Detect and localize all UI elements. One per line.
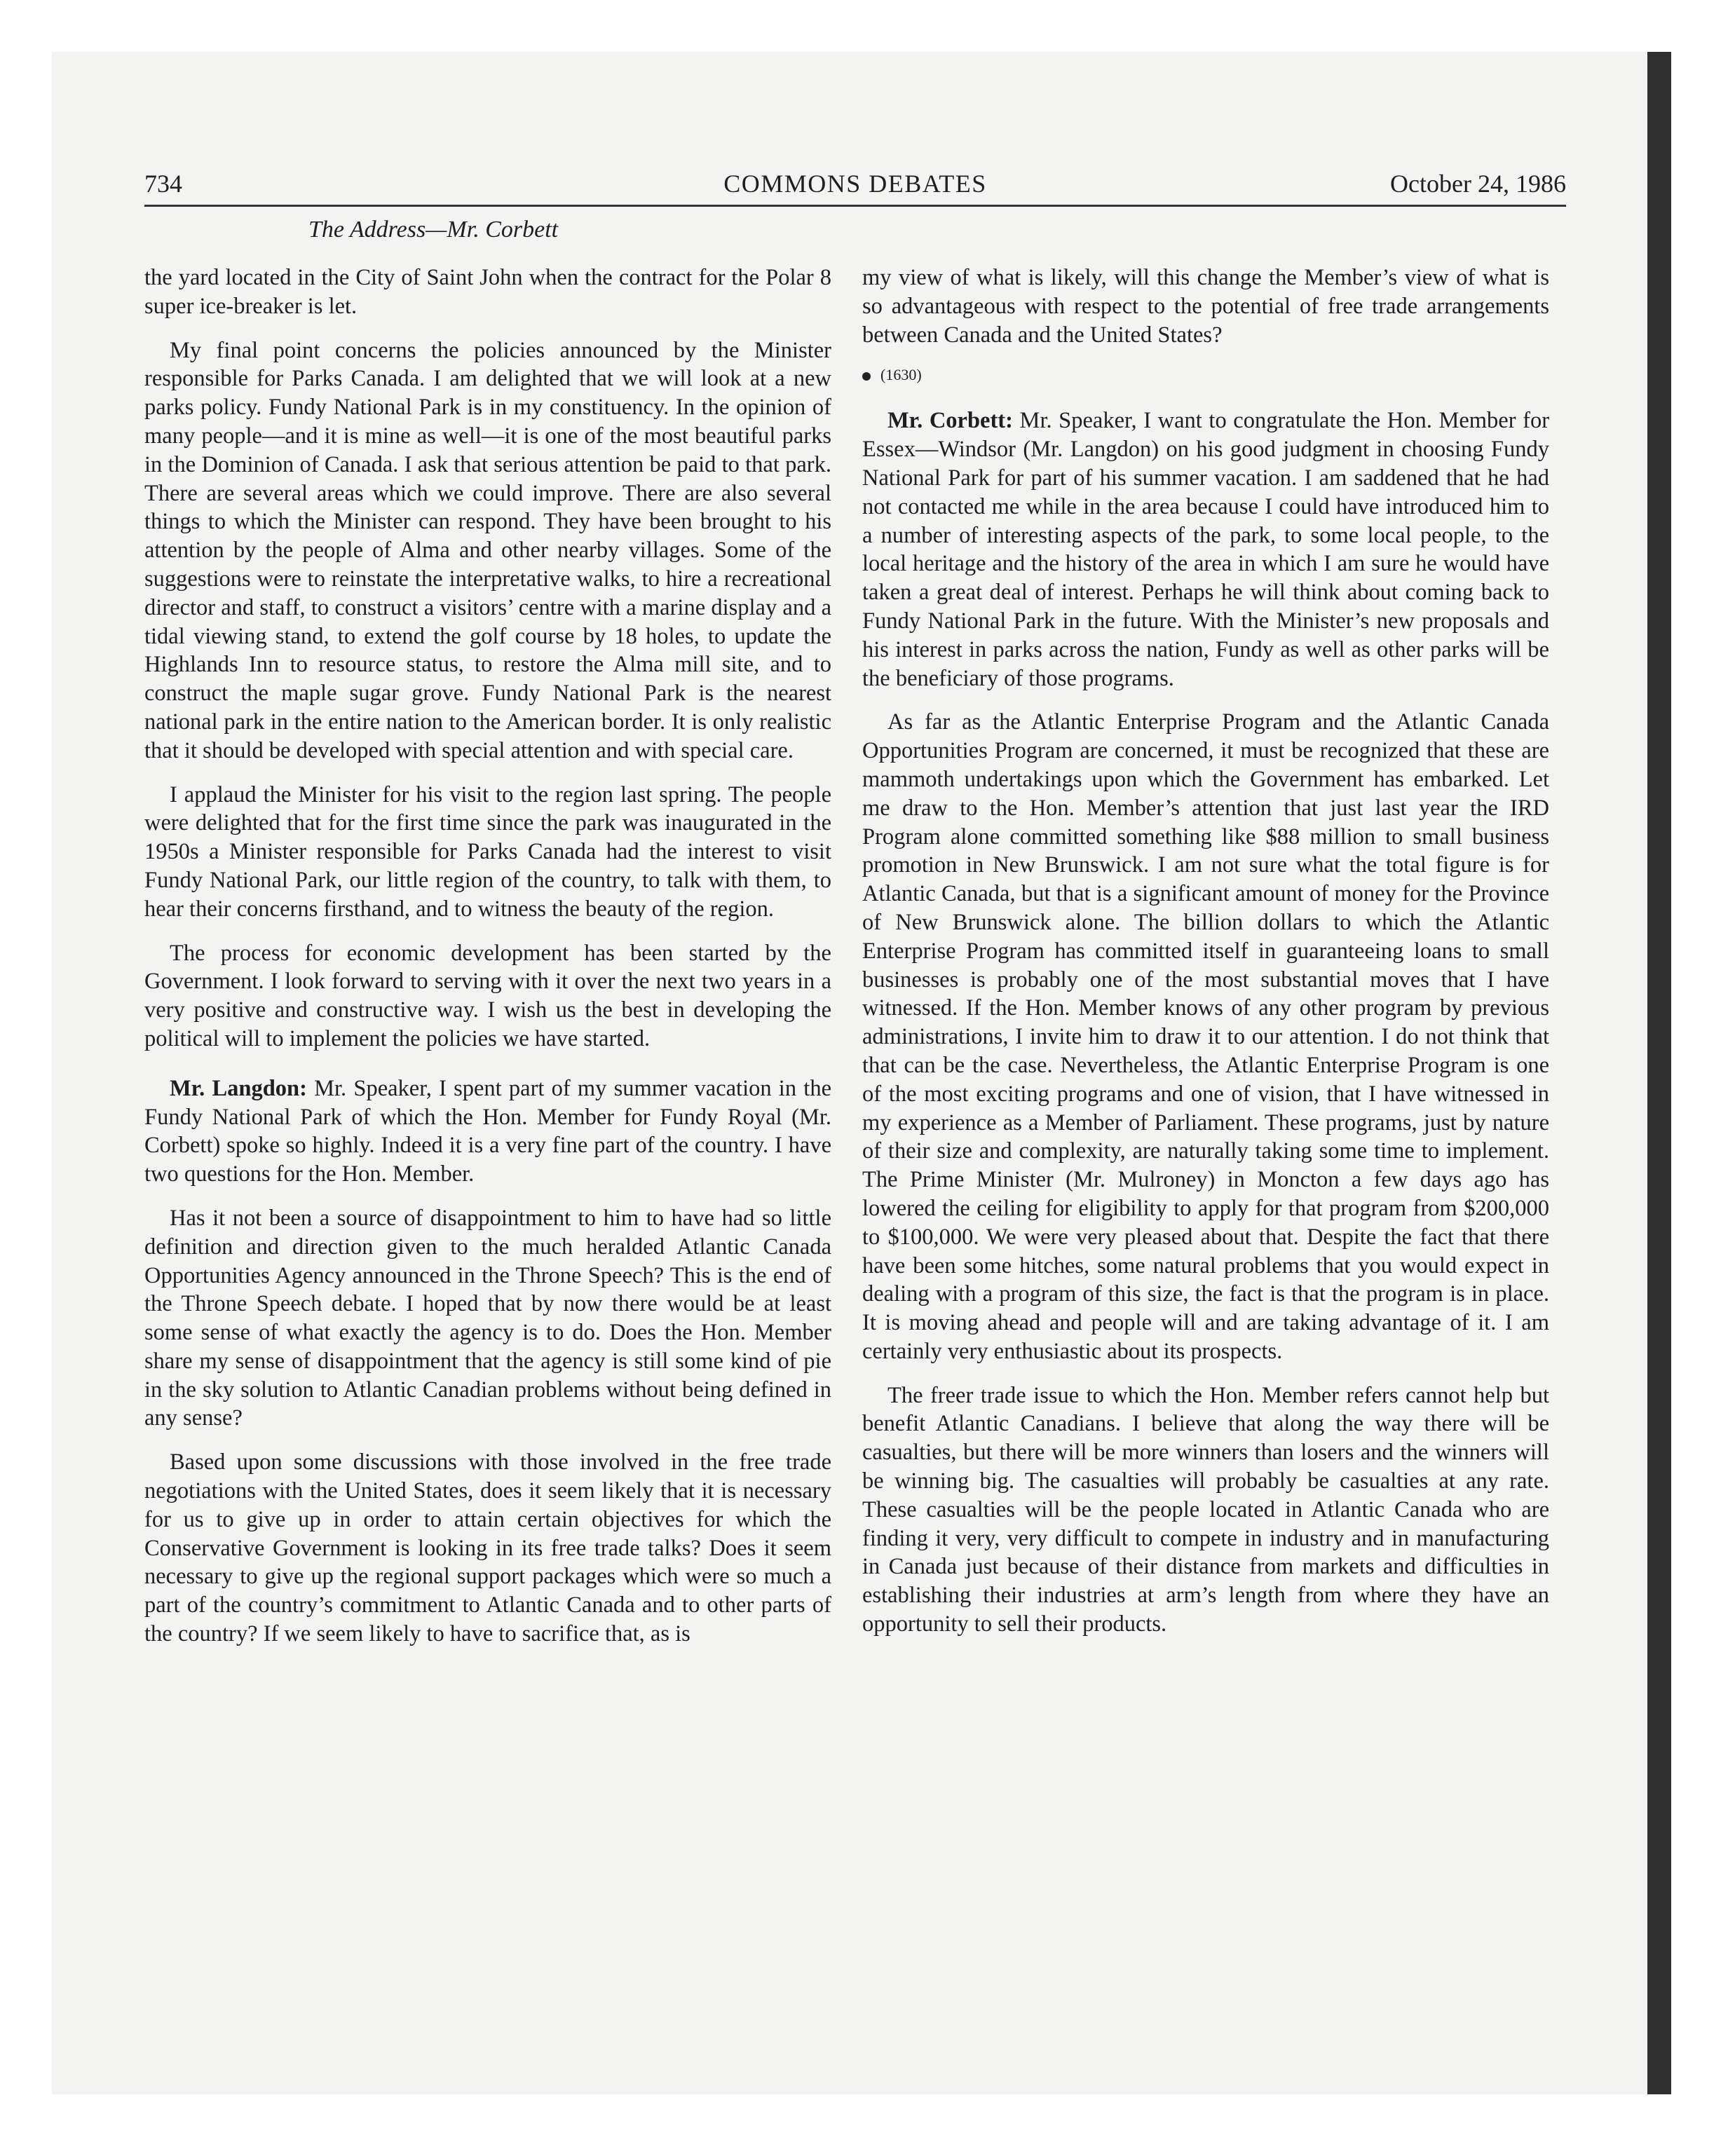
right-column: [862, 264, 1549, 1639]
paragraph: The freer trade issue to which the Hon. Member refers cannot help but benefit Atlantic Canadians. I believe that along the way there will be casualties, but there will be more winners than losers and the winners will be winning big. The casualties will probably be casualties at any rate. These casualties will be the people located in Atlantic Canada who are finding it very, very difficult to compete in industry and in manufacturing in Canada just because of their distance from markets and difficulties in establishing their industries at arm’s length from where they have an opportunity to sell their products.: [862, 1382, 1549, 1637]
bullet-icon: [862, 372, 871, 381]
debate-date: October 24, 1986: [1390, 170, 1566, 198]
scan-edge-shadow: [1647, 52, 1671, 2094]
paragraph: I applaud the Minister for his visit to the region last spring. The people were delighted that for the first time since the park was inaugurated in the 1950s a Minister responsible for Parks Canada had the interest to visit Fundy National Park, our little region of the country, to talk with them, to hear their concerns firsthand, and to witness the beauty of the region.: [144, 782, 831, 922]
paragraph: Based upon some discussions with those involved in the free trade negotiations with the United States, does it seem likely that it is necessary for us to give up in order to attain certain objectives for which the Conservative Government is looking in its free trade talks? Does it seem necessary to give up the regional support packages which were so much a part of the country’s commitment to Atlantic Canada and to other parts of the country? If we seem likely to have to sacrifice that, as is: [144, 1449, 831, 1647]
speech-text: Mr. Speaker, I want to congratulate the Hon. Member for Essex—Windsor (Mr. Langdon) on his good judgment in choosing Fundy National Park for part of his summer vacation. I am saddened that he had not contacted me while in the area because I could have introduced him to a number of interesting aspects of the park, to some local people, to the local heritage and the history of the area in which I am sure he would have taken a great deal of interest. Perhaps he will think about coming back to Fundy National Park in the future. With the Minister’s new proposals and his interest in parks across the nation, Fundy as well as other parks will be the beneficiary of those programs.: [862, 408, 1550, 691]
speaker-name: Mr. Corbett:: [887, 408, 1013, 434]
page-number: 734: [144, 170, 182, 198]
time-marker: [862, 364, 1549, 386]
speech-paragraph: [144, 1074, 831, 1189]
paragraph: The process for economic development has been started by the Government. I look forward to serving with it over the next two years in a very positive and constructive way. I wish us the best in developing the political will to implement the policies we have started.: [144, 940, 831, 1051]
speech-text: Mr. Speaker, I spent part of my summer vacation in the Fundy National Park of which the Hon. Member for Fundy Royal (Mr. Corbett) spoke so highly. Indeed it is a very fine part of the country. I have two questions for the Hon. Member.: [144, 1075, 831, 1187]
paragraph: My final point concerns the policies announced by the Minister responsible for Parks Canada. I am delighted that we will look at a new parks policy. Fundy National Park is in my constituency. In the opinion of many people—and it is mine as well—it is one of the most beautiful parks in the Dominion of Canada. I ask that serious attention be paid to that park. There are several areas which we could improve. There are also several things to which the Minister can respond. They have been brought to his attention by the people of Alma and other nearby villages. Some of the suggestions were to reinstate the interpretative walks, to hire a recreational director and staff, to construct a visitors’ centre with a marine display and a tidal viewing stand, to extend the golf course by 18 holes, to update the Highlands Inn to resource status, to restore the Alma mill site, and to construct the maple sugar grove. Fundy National Park is the nearest national park in the entire nation to the American border. It is only realistic that it should be developed with special attention and with special care.: [144, 337, 831, 763]
speaker-name: Mr. Langdon:: [170, 1075, 307, 1101]
time-marker-text: (1630): [880, 366, 922, 384]
left-column: [144, 264, 831, 1649]
paragraph: Has it not been a source of disappointment to him to have had so little definition and direction given to the much heralded Atlantic Canada Opportunities Agency announced in the Throne Speech? This is the end of the Throne Speech debate. I hoped that by now there would be at least some sense of what exactly the agency is to do. Does the Hon. Member share my sense of disappointment that the agency is still some kind of pie in the sky solution to Atlantic Canadian problems without being defined in any sense?: [144, 1205, 831, 1431]
page-header: [144, 163, 1566, 207]
paragraph: the yard located in the City of Saint John when the contract for the Polar 8 super ice-breaker is let.: [144, 265, 831, 319]
publication-title: COMMONS DEBATES: [723, 170, 987, 198]
paragraph: my view of what is likely, will this change the Member’s view of what is so advantageous with respect to the potential of free trade arrangements between Canada and the United States?: [862, 265, 1549, 348]
paragraph: As far as the Atlantic Enterprise Program and the Atlantic Canada Opportunities Program are concerned, it must be recognized that these are mammoth undertakings upon which the Government has embarked. Let me draw to the Hon. Member’s attention that just last year the IRD Program alone committed something like $88 million to small business promotion in New Brunswick. I am not sure what the total figure is for Atlantic Canada, but that is a significant amount of money for the Province of New Brunswick alone. The billion dollars to which the Atlantic Enterprise Program has committed itself in guaranteeing loans to small businesses is probably one of the most substantial moves that I have witnessed. If the Hon. Member knows of any other program by previous administrations, I invite him to draw it to our attention. I do not think that that can be the case. Nevertheless, the Atlantic Enterprise Program is one of the most exciting programs and one of vision, that I have witnessed in my experience as a Member of Parliament. These programs, just by nature of their size and complexity, are naturally taking some time to implement. The Prime Minister (Mr. Mulroney) in Moncton a few days ago has lowered the ceiling for eligibility to apply for that program from $200,000 to $100,000. We were very pleased about that. Despite the fact that there have been some hitches, some natural problems that you would expect in dealing with a program of this size, the fact is that the program is in place. It is moving ahead and people will and are taking advantage of it. I am certainly very enthusiastic about its prospects.: [862, 709, 1549, 1364]
speech-paragraph: [862, 407, 1549, 692]
running-head: The Address—Mr. Corbett: [308, 217, 559, 243]
